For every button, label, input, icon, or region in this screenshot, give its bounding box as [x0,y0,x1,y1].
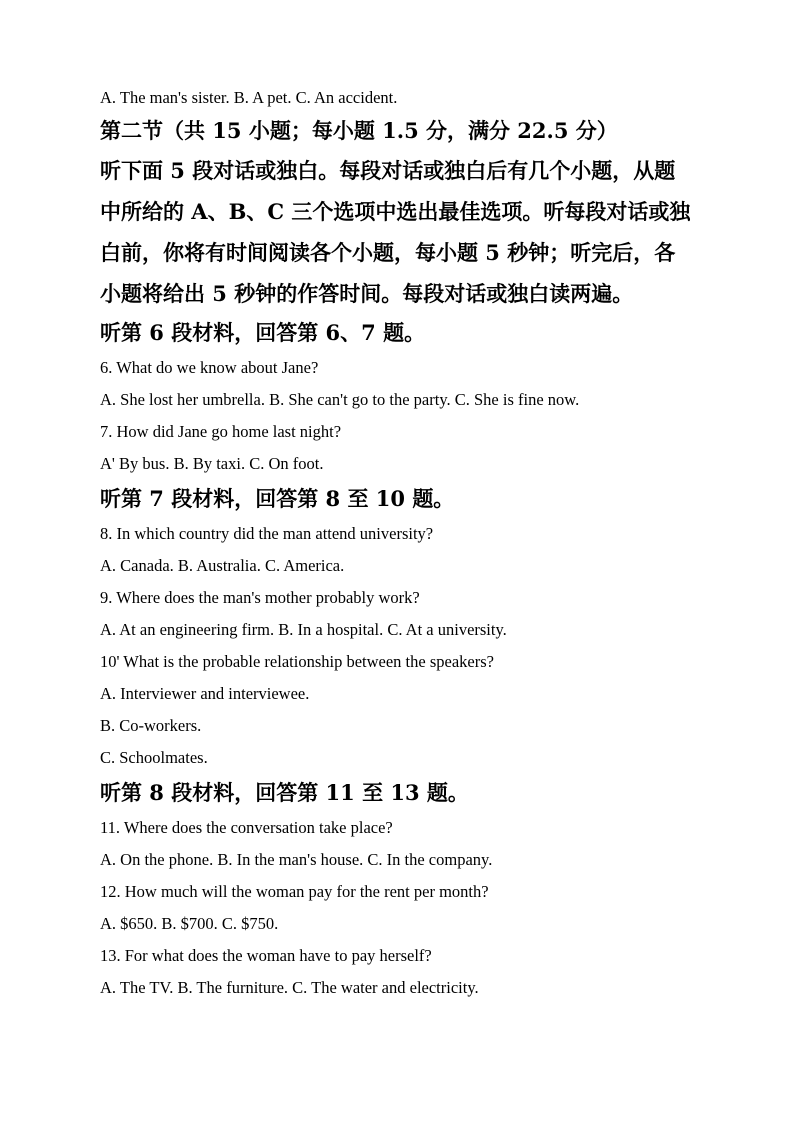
question-10: 10' What is the probable relationship between the speakers? [100,652,494,671]
material-heading-7: 听第 7 段材料，回答第 8 至 10 题。 [100,486,455,511]
question-8: 8. In which country did the man attend university? [100,524,434,543]
question-12: 12. How much will the woman pay for the rent per month? [100,882,489,901]
options-11: A. On the phone. B. In the man's house. C. In the company. [100,850,493,869]
option-10-b: B. Co-workers. [100,716,202,735]
question-7: 7. How did Jane go home last night? [100,422,342,441]
option-line-q5: A. The man's sister. B. A pet. C. An accident. [100,88,398,107]
section-heading: 第二节（共 15 小题；每小题 1.5 分，满分 22.5 分） [100,118,618,143]
material-heading-8: 听第 8 段材料，回答第 11 至 13 题。 [100,780,469,805]
instructions-line-3: 白前，你将有时间阅读各个小题，每小题 5 秒钟；听完后，各 [100,240,676,265]
options-6: A. She lost her umbrella. B. She can't go to the party. C. She is fine now. [100,390,580,409]
option-10-a: A. Interviewer and interviewee. [100,684,310,703]
question-9: 9. Where does the man's mother probably work? [100,588,420,607]
options-9: A. At an engineering firm. B. In a hospital. C. At a university. [100,620,507,639]
question-6: 6. What do we know about Jane? [100,358,319,377]
options-8: A. Canada. B. Australia. C. America. [100,556,345,575]
option-10-c: C. Schoolmates. [100,748,208,767]
document-page [100,82,700,1004]
options-7: A' By bus. B. By taxi. C. On foot. [100,454,324,473]
instructions-line-2: 中所给的 A、B、C 三个选项中选出最佳选项。听每段对话或独 [100,199,691,224]
material-heading-6: 听第 6 段材料，回答第 6、7 题。 [100,320,426,345]
instructions-line-4: 小题将给出 5 秒钟的作答时间。每段对话或独白读两遍。 [100,281,634,306]
options-12: A. $650. B. $700. C. $750. [100,914,279,933]
options-13: A. The TV. B. The furniture. C. The water and electricity. [100,978,479,997]
instructions-line-1: 听下面 5 段对话或独白。每段对话或独白后有几个小题，从题 [100,158,676,183]
question-13: 13. For what does the woman have to pay herself? [100,946,432,965]
question-11: 11. Where does the conversation take place? [100,818,393,837]
